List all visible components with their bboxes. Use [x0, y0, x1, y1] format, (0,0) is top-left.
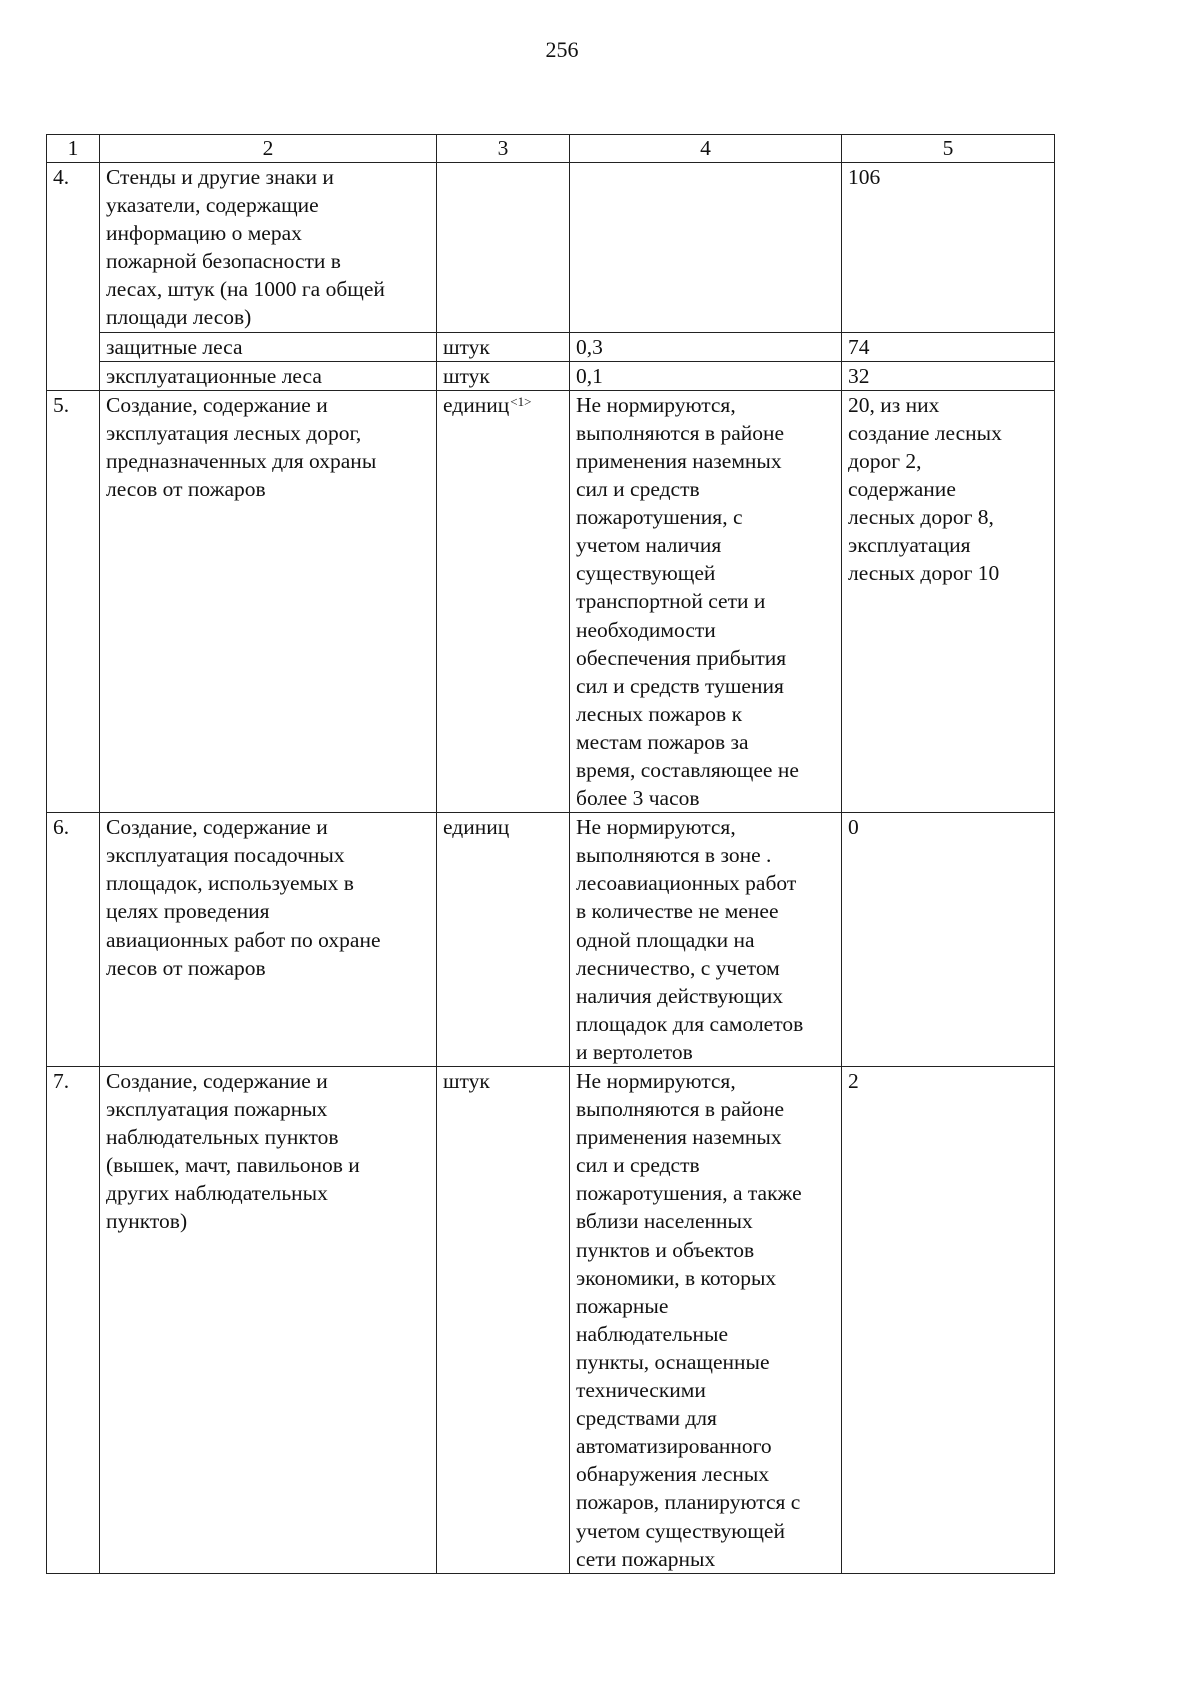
row-number-empty: [47, 361, 100, 390]
row-unit: единиц$^{<1>}$: [437, 390, 570, 812]
row-unit: штук: [437, 1067, 570, 1574]
header-cell-2: 2: [100, 135, 437, 163]
table-row: [47, 163, 1055, 333]
row-norm: Не нормируются, выполняются в районе применения наземных сил и средств пожаротушения, с учетом наличия существующей транспортной сети и необходимости обеспечения прибытия сил и средств тушения лесных пожаров к местам пожаров за время, составляющее не более 3 часов: [570, 390, 842, 812]
norms-table: [46, 134, 1055, 1574]
row-name: Создание, содержание и эксплуатация посадочных площадок, используемых в целях проведения авиационных работ по охране лесов от пожаров: [100, 813, 437, 1067]
subrow-norm: 0,3: [570, 332, 842, 361]
table-row: [47, 813, 1055, 1067]
subrow-unit: штук: [437, 332, 570, 361]
subrow-name: эксплуатационные леса: [100, 361, 437, 390]
table-row: [47, 390, 1055, 812]
row-number: 4.: [47, 163, 100, 333]
header-cell-4: 4: [570, 135, 842, 163]
row-unit: единиц: [437, 813, 570, 1067]
row-norm: Не нормируются, выполняются в районе применения наземных сил и средств пожаротушения, а также вблизи населенных пунктов и объектов экономики, в которых пожарные наблюдательные пункты, оснащенные техническими средствами для автоматизированного обнаружения лесных пожаров, планируются с учетом существующей сети пожарных: [570, 1067, 842, 1574]
row-name: Стенды и другие знаки и указатели, содержащие информацию о мерах пожарной безопасности в лесах, штук (на 1000 га общей площади лесов): [100, 163, 437, 333]
header-cell-1: 1: [47, 135, 100, 163]
row-number: 6.: [47, 813, 100, 1067]
table-subrow: [47, 361, 1055, 390]
header-cell-5: 5: [842, 135, 1055, 163]
row-number-empty: [47, 332, 100, 361]
row-name: Создание, содержание и эксплуатация лесных дорог, предназначенных для охраны лесов от пожаров: [100, 390, 437, 812]
subrow-value: 32: [842, 361, 1055, 390]
table-header-row: [47, 135, 1055, 163]
subrow-norm: 0,1: [570, 361, 842, 390]
row-value: 0: [842, 813, 1055, 1067]
subrow-unit: штук: [437, 361, 570, 390]
row-norm: Не нормируются, выполняются в зоне . лесоавиационных работ в количестве не менее одной площадки на лесничество, с учетом наличия действующих площадок для самолетов и вертолетов: [570, 813, 842, 1067]
row-norm: [570, 163, 842, 333]
row-value: 2: [842, 1067, 1055, 1574]
row-number: 5.: [47, 390, 100, 812]
footnote-marker: <1>: [510, 393, 532, 409]
page-number: 256: [545, 37, 579, 62]
row-value: 20, из них создание лесных дорог 2, содержание лесных дорог 8, эксплуатация лесных дорог 10: [842, 390, 1055, 812]
subrow-name: защитные леса: [100, 332, 437, 361]
row-name: Создание, содержание и эксплуатация пожарных наблюдательных пунктов (вышек, мачт, павильонов и других наблюдательных пунктов): [100, 1067, 437, 1574]
row-value: 106: [842, 163, 1055, 333]
header-cell-3: 3: [437, 135, 570, 163]
table-subrow: [47, 332, 1055, 361]
subrow-value: 74: [842, 332, 1055, 361]
table-row: [47, 1067, 1055, 1574]
row-number: 7.: [47, 1067, 100, 1574]
row-unit: [437, 163, 570, 333]
